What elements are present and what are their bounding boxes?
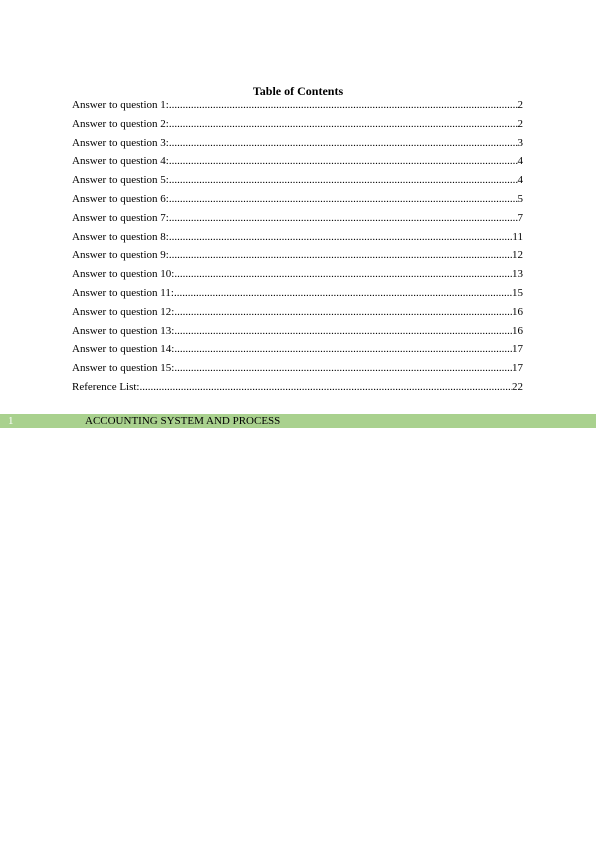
toc-dot-leader	[174, 325, 512, 338]
toc-entry-label: Answer to question 3:	[72, 136, 169, 149]
header-page-number: 1	[8, 415, 14, 427]
toc-dot-leader	[174, 306, 512, 319]
toc-entry-label: Answer to question 13:	[72, 324, 175, 337]
toc-title: Table of Contents	[252, 84, 344, 98]
toc-entry-label: Answer to question 7:	[72, 211, 169, 224]
toc-dot-leader	[174, 343, 512, 356]
toc-entry-label: Answer to question 12:	[72, 305, 175, 318]
toc-entry-label: Answer to question 15:	[72, 362, 175, 375]
toc-dot-leader	[169, 137, 518, 150]
toc-entry[interactable]	[72, 117, 523, 136]
toc-dot-leader	[169, 249, 512, 262]
toc-entry-label: Answer to question 5:	[72, 174, 169, 187]
toc-page-number: 17	[512, 362, 523, 375]
toc-entry-label: Answer to question 11:	[72, 286, 174, 299]
toc-entry-label: Answer to question 2:	[72, 117, 169, 130]
table-of-contents	[72, 98, 523, 399]
toc-dot-leader	[169, 212, 518, 225]
toc-entry[interactable]	[72, 173, 523, 192]
toc-entry[interactable]	[72, 136, 523, 155]
toc-entry-label: Answer to question 6:	[72, 192, 169, 205]
toc-entry[interactable]	[72, 248, 523, 267]
toc-entry[interactable]	[72, 342, 523, 361]
toc-entry[interactable]	[72, 154, 523, 173]
toc-page-number: 12	[512, 249, 523, 262]
toc-entry[interactable]	[72, 211, 523, 230]
toc-dot-leader	[174, 268, 512, 281]
toc-entry-label: Answer to question 1:	[72, 99, 169, 111]
toc-page-number: 2	[517, 117, 523, 130]
toc-dot-leader	[169, 231, 513, 244]
toc-page-number: 5	[517, 192, 523, 205]
toc-page-number: 2	[517, 99, 523, 111]
toc-dot-leader	[140, 381, 513, 394]
toc-entry-label: Answer to question 8:	[72, 230, 169, 243]
toc-page-number: 4	[517, 155, 523, 168]
toc-dot-leader	[174, 362, 512, 375]
toc-dot-leader	[169, 118, 518, 131]
toc-page-number: 15	[512, 286, 523, 299]
toc-dot-leader	[169, 155, 518, 168]
toc-page-number: 11	[512, 230, 523, 243]
toc-entry[interactable]	[72, 324, 523, 343]
toc-page-number: 7	[517, 211, 523, 224]
toc-dot-leader	[169, 174, 518, 187]
toc-entry[interactable]	[72, 361, 523, 380]
toc-entry-label: Reference List:	[72, 380, 140, 393]
header-title: ACCOUNTING SYSTEM AND PROCESS	[85, 415, 281, 427]
toc-entry-label: Answer to question 4:	[72, 155, 169, 168]
toc-entry[interactable]	[72, 192, 523, 211]
toc-dot-leader	[174, 287, 512, 300]
toc-entry[interactable]	[72, 98, 523, 117]
toc-entry[interactable]	[72, 286, 523, 305]
toc-entry[interactable]	[72, 380, 523, 399]
toc-page-number: 16	[512, 305, 523, 318]
toc-entry-label: Answer to question 9:	[72, 249, 169, 262]
page-header-band	[0, 414, 596, 428]
toc-entry[interactable]	[72, 230, 523, 249]
toc-entry[interactable]	[72, 267, 523, 286]
toc-entry[interactable]	[72, 305, 523, 324]
toc-dot-leader	[169, 193, 518, 206]
toc-page-number: 16	[512, 324, 523, 337]
toc-entry-label: Answer to question 14:	[72, 343, 175, 356]
toc-page-number: 17	[512, 343, 523, 356]
toc-page-number: 22	[512, 380, 523, 393]
toc-page-number: 13	[512, 268, 523, 281]
toc-entry-label: Answer to question 10:	[72, 268, 175, 281]
toc-page-number: 4	[517, 174, 523, 187]
toc-dot-leader	[169, 99, 518, 112]
toc-page-number: 3	[517, 136, 523, 149]
